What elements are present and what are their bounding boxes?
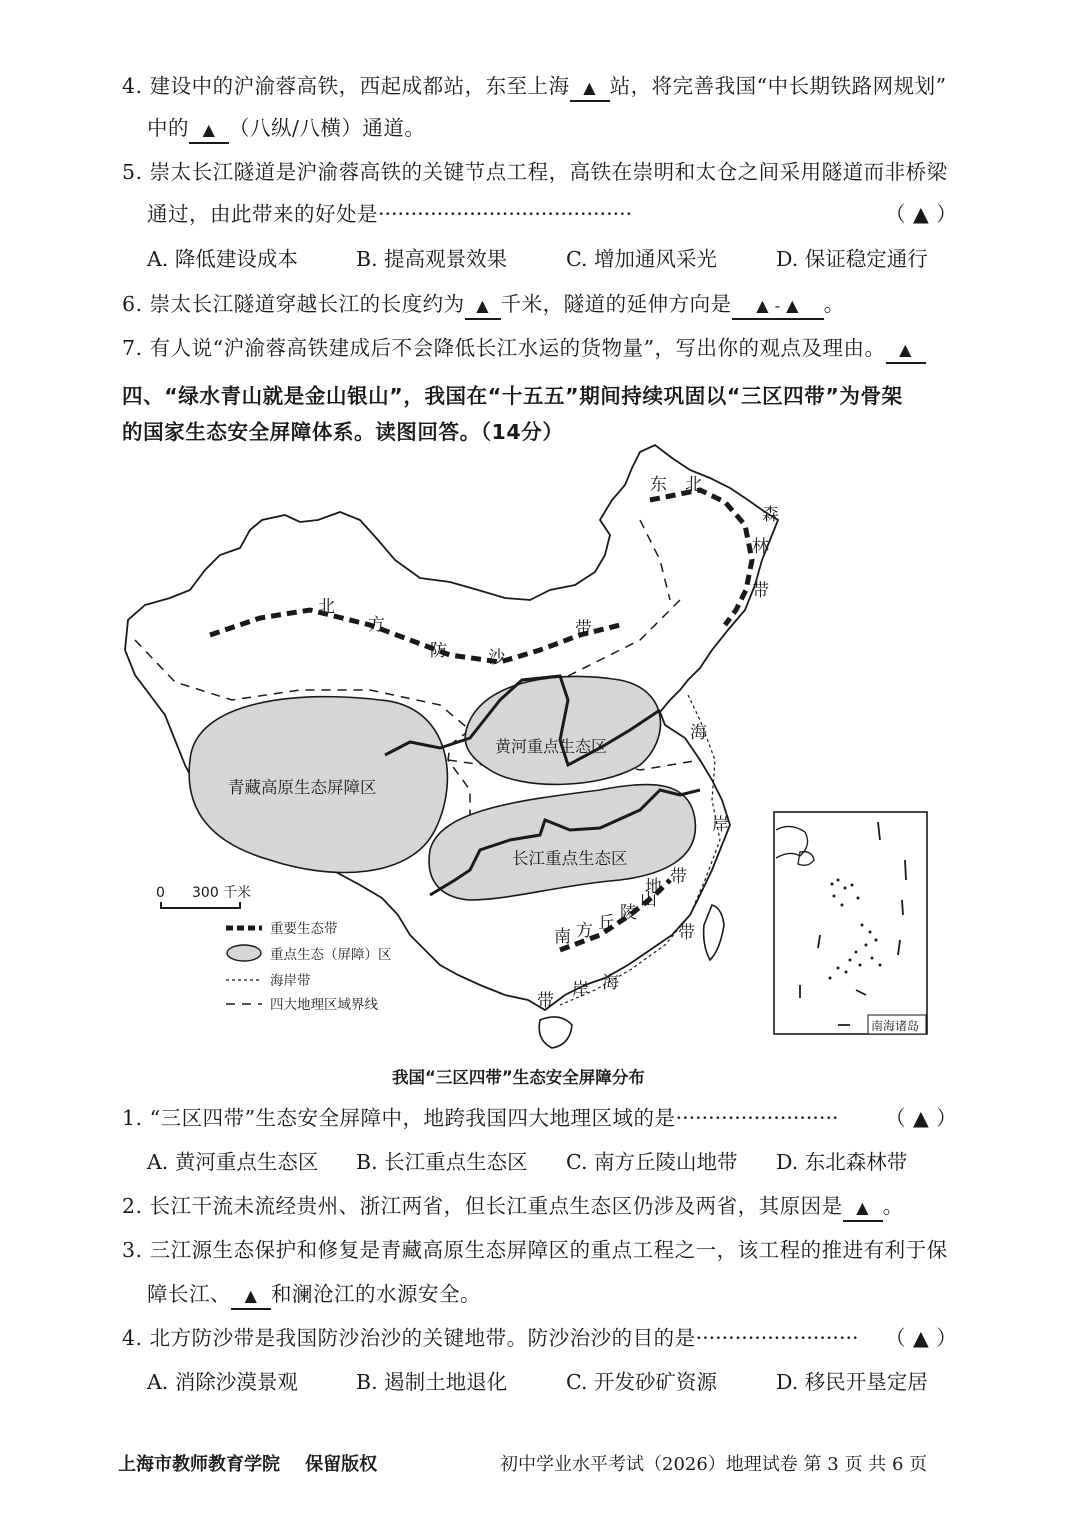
answer-blank[interactable]: ▲ — [570, 76, 610, 102]
q5-option-a[interactable]: A. 降低建设成本 — [147, 247, 298, 271]
q4-line1: 4. 建设中的沪渝蓉高铁，西起成都站，东至上海 ▲ 站，将完善我国“中长期铁路网规划” — [122, 72, 947, 102]
inset-frame — [774, 812, 927, 1034]
p4-q1-option-d[interactable]: D. 东北森林带 — [776, 1150, 908, 1174]
label-huanghe-zone: 黄河重点生态区 — [495, 737, 608, 756]
region-boundary-line — [640, 520, 670, 600]
label-south-hill: 方 — [576, 921, 593, 941]
label-south-hill: 陵 — [620, 903, 637, 923]
section-heading-line2: 的国家生态安全屏障体系。读图回答。（14分） — [122, 420, 564, 444]
label-north-sand: 北 — [318, 597, 335, 617]
answer-blank[interactable]: ▲ — [886, 338, 926, 364]
label-northeast: 东 — [650, 475, 667, 495]
scale-km: 300 千米 — [192, 885, 252, 901]
p4-q2-line: 2. 长江干流未流经贵州、浙江两省，但长江重点生态区仍涉及两省，其原因是 ▲ 。 — [122, 1192, 904, 1222]
label-northeast: 北 — [685, 475, 702, 495]
label-south-hill: 南 — [554, 927, 571, 947]
answer-blank[interactable]: ▲ - ▲ — [732, 294, 824, 320]
p4-q1-answer-bracket[interactable]: （ ▲ ） — [885, 1106, 958, 1130]
answer-blank[interactable]: ▲ — [843, 1196, 883, 1222]
legend-belt-text: 重要生态带 — [270, 921, 338, 937]
taiwan-island — [704, 905, 724, 960]
scale-zero: 0 — [156, 885, 165, 901]
p4-q1-option-c[interactable]: C. 南方丘陵山地带 — [566, 1150, 738, 1174]
label-coast-south: 岸 — [572, 980, 589, 1000]
north-sandbreak-belt — [210, 610, 620, 662]
label-south-hill: 地 — [645, 877, 662, 897]
label-northeast: 带 — [752, 581, 769, 601]
p4-q1-option-a[interactable]: A. 黄河重点生态区 — [147, 1150, 319, 1174]
scale-bar — [161, 902, 240, 908]
p4-q4-line: 4. 北方防沙带是我国防沙治沙的关键地带。防沙治沙的目的是························· — [122, 1326, 859, 1350]
map-caption: 我国“三区四带”生态安全屏障分布 — [392, 1068, 645, 1087]
legend-coast-text: 海岸带 — [270, 973, 311, 989]
answer-blank[interactable]: ▲ — [231, 1284, 271, 1310]
q4-line2: 中的 ▲ （八纵/八横）通道。 — [147, 114, 425, 144]
footer-publisher: 上海市教师教育学院 保留版权 — [118, 1454, 378, 1475]
q5-option-d[interactable]: D. 保证稳定通行 — [776, 247, 928, 271]
label-south-hill: 带 — [670, 867, 687, 887]
p4-q4-answer-bracket[interactable]: （ ▲ ） — [885, 1326, 958, 1350]
answer-blank[interactable]: ▲ — [465, 294, 501, 320]
legend-region-text: 四大地理区域界线 — [270, 997, 378, 1013]
inset-label: 南海诸岛 — [871, 1019, 920, 1033]
label-coast: 带 — [678, 923, 695, 943]
label-qingzang-zone: 青藏高原生态屏障区 — [228, 778, 377, 797]
p4-q1-option-b[interactable]: B. 长江重点生态区 — [356, 1150, 528, 1174]
p4-q3-line2: 障长江、 ▲ 和澜沧江的水源安全。 — [147, 1280, 481, 1310]
label-north-sand: 方 — [368, 615, 385, 635]
q5-line1: 5. 崇太长江隧道是沪渝蓉高铁的关键节点工程，高铁在崇明和太仓之间采用隧道而非桥梁 — [122, 160, 948, 184]
q5-option-b[interactable]: B. 提高观景效果 — [356, 247, 508, 271]
section-heading-line1: 四、“绿水青山就是金山银山”，我国在“十五五”期间持续巩固以“三区四带”为骨架 — [122, 384, 903, 408]
p4-q4-option-b[interactable]: B. 遏制土地退化 — [356, 1370, 508, 1394]
p4-q3-line1: 3. 三江源生态保护和修复是青藏高原生态屏障区的重点工程之一，该工程的推进有利于保 — [122, 1238, 948, 1262]
label-coast: 海 — [690, 723, 707, 743]
label-north-sand: 沙 — [488, 648, 505, 668]
q7-line: 7. 有人说“沪渝蓉高铁建成后不会降低长江水运的货物量”，写出你的观点及理由。 ▲ — [122, 334, 926, 364]
p4-q1-line: 1. “三区四带”生态安全屏障中，地跨我国四大地理区域的是························· — [122, 1106, 839, 1130]
label-north-sand: 带 — [575, 619, 592, 639]
q6-line: 6. 崇太长江隧道穿越长江的长度约为 ▲ 千米，隧道的延伸方向是 ▲ - ▲ 。 — [122, 290, 845, 320]
q5-answer-bracket[interactable]: （ ▲ ） — [885, 202, 958, 226]
label-north-sand: 防 — [430, 641, 447, 661]
answer-blank[interactable]: ▲ — [189, 118, 229, 144]
p4-q4-option-a[interactable]: A. 消除沙漠景观 — [147, 1370, 298, 1394]
label-coast-south: 带 — [537, 991, 554, 1011]
footer-page-info: 初中学业水平考试（2026）地理试卷 第 3 页 共 6 页 — [500, 1454, 928, 1475]
q5-option-c[interactable]: C. 增加通风采光 — [566, 247, 718, 271]
legend-zone-text: 重点生态（屏障）区 — [270, 947, 392, 963]
legend-zone-symbol — [227, 945, 261, 961]
label-northeast: 林 — [752, 537, 769, 557]
q5-line2: 通过，由此带来的好处是······································· — [147, 202, 633, 226]
p4-q4-option-d[interactable]: D. 移民开垦定居 — [776, 1370, 928, 1394]
label-coast: 岸 — [712, 815, 729, 835]
label-northeast: 森 — [762, 505, 779, 525]
label-coast-south: 海 — [602, 973, 619, 993]
label-south-hill: 丘 — [598, 913, 615, 933]
p4-q4-option-c[interactable]: C. 开发砂矿资源 — [566, 1370, 718, 1394]
label-south-hill: 山 — [640, 890, 657, 910]
hainan-island — [539, 1017, 572, 1048]
northeast-forest-belt — [650, 490, 752, 625]
label-changjiang-zone: 长江重点生态区 — [512, 849, 628, 868]
